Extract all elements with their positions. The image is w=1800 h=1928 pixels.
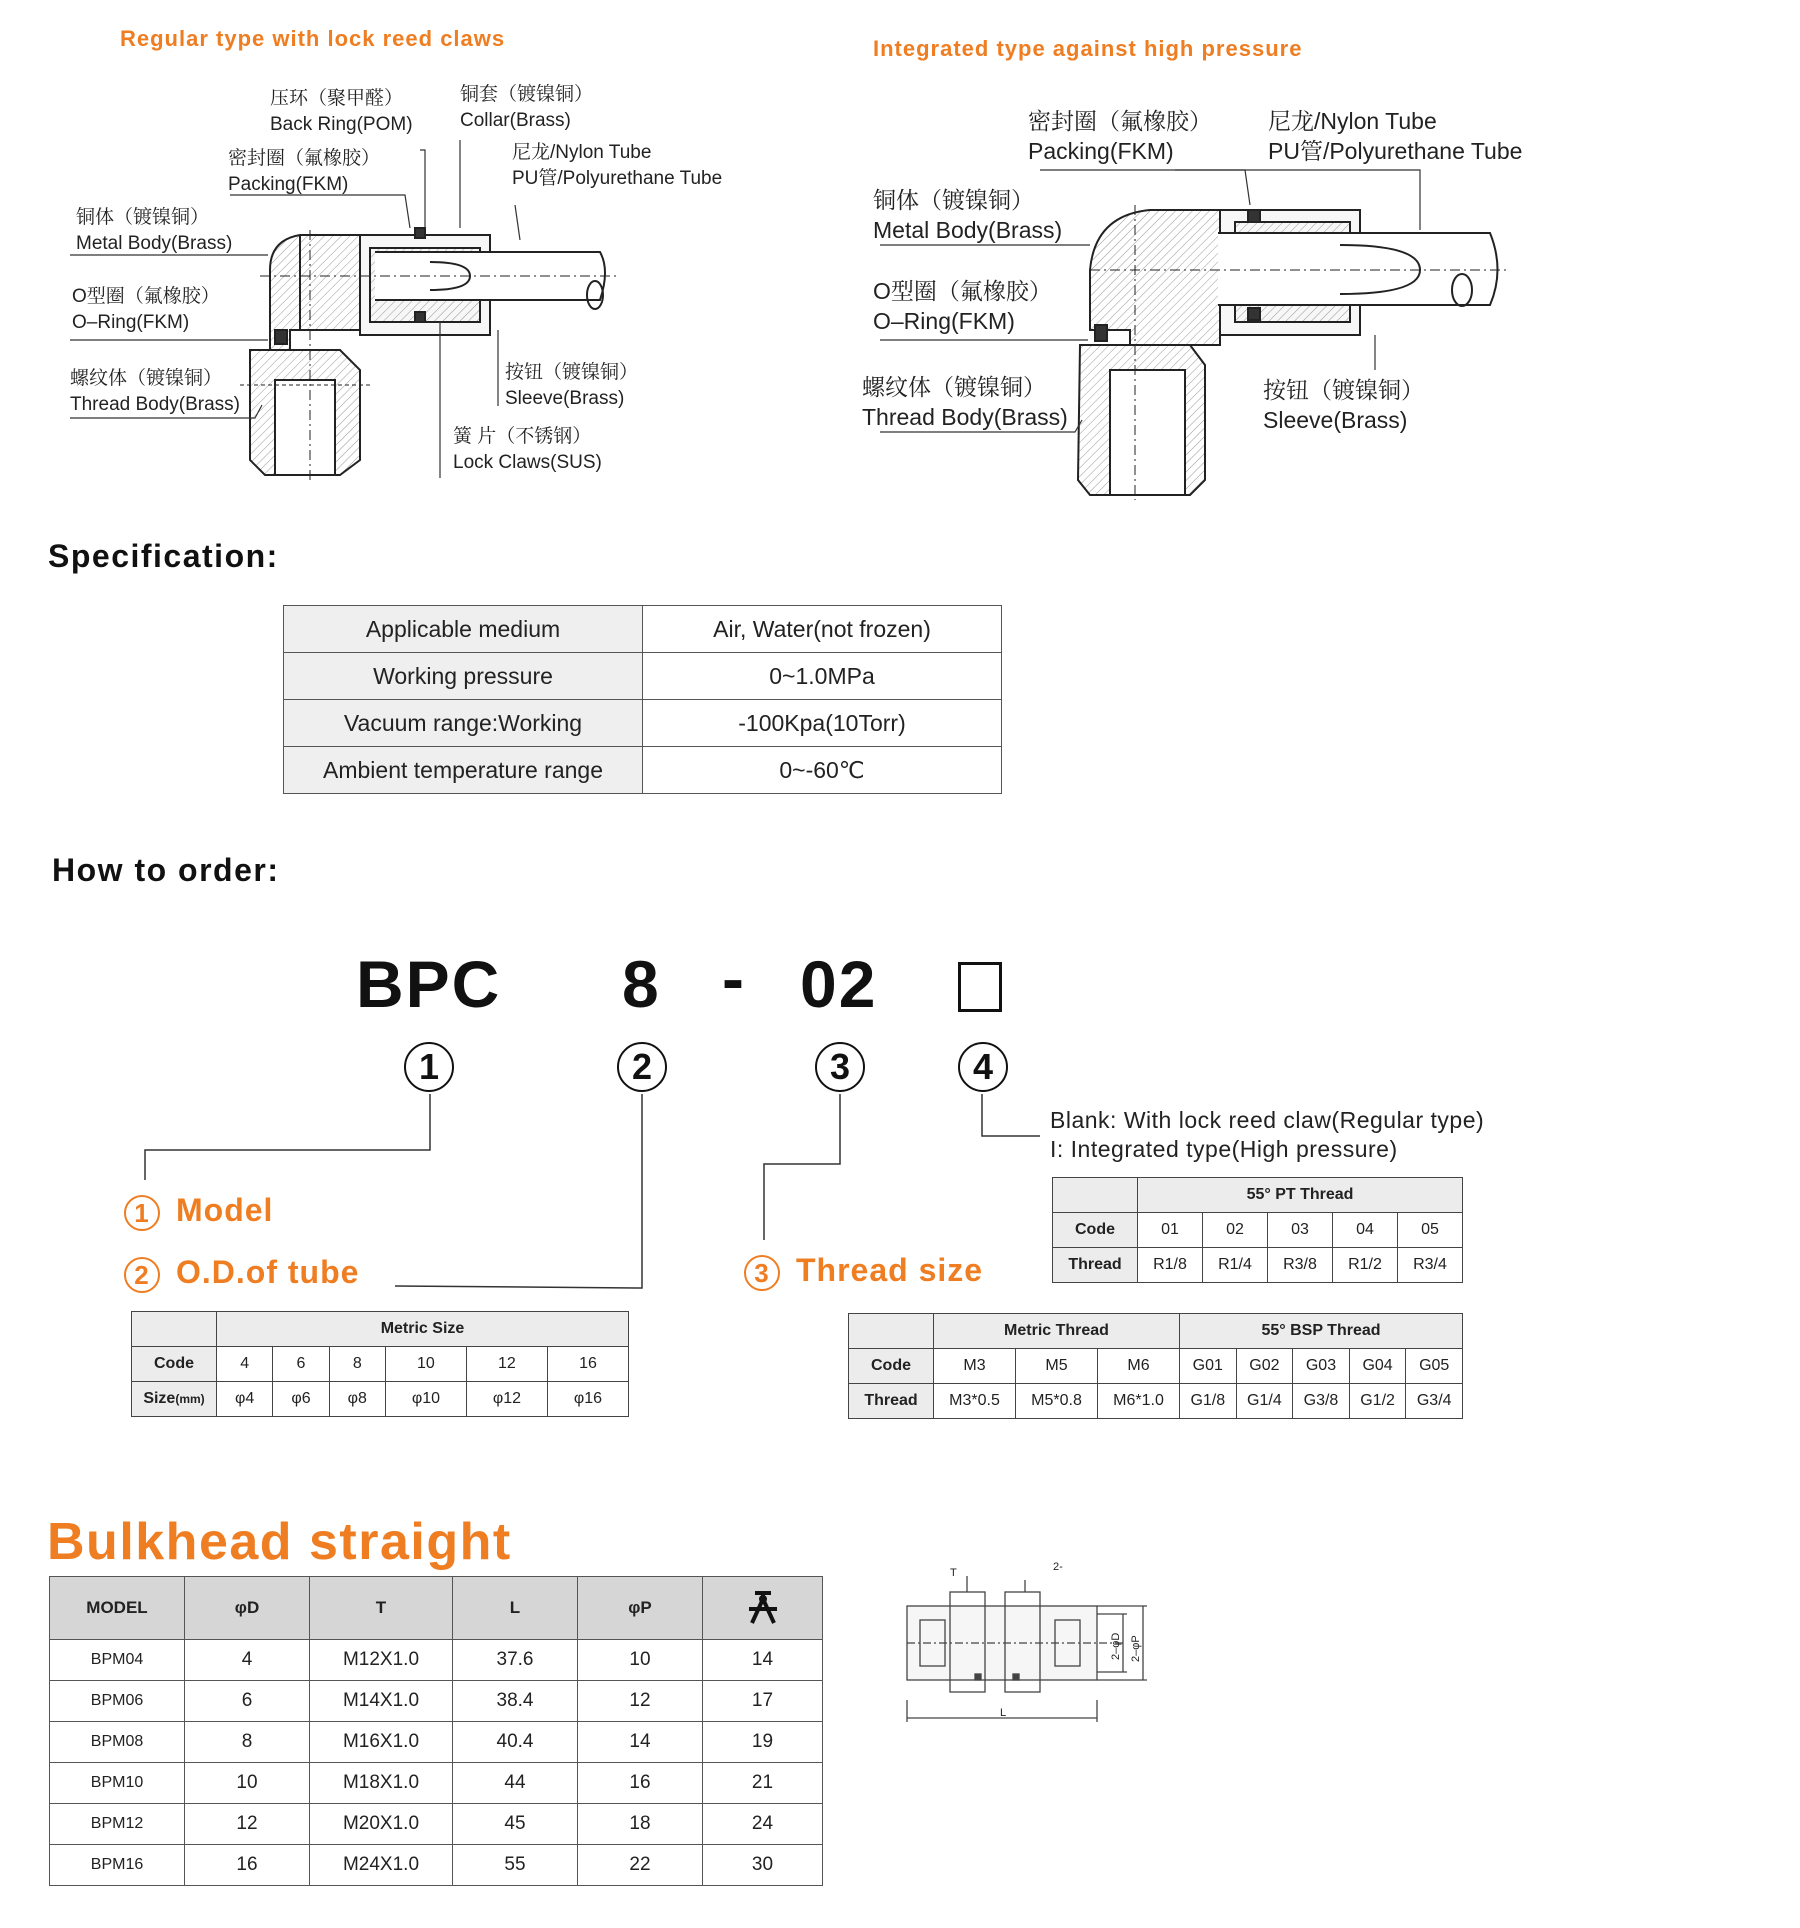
label-packing-cn: 密封圈（氟橡胶）: [228, 148, 381, 169]
bulkhead-cell: M14X1.0: [310, 1681, 453, 1722]
label-claws-cn: 簧 片（不锈钢）: [453, 426, 592, 447]
bulkhead-row: [50, 1722, 823, 1763]
label-int-sleeve-en: Sleeve(Brass): [1263, 407, 1408, 433]
pt-thread-cell: R1/8: [1138, 1248, 1203, 1283]
bulkhead-cell: BPM04: [50, 1640, 185, 1681]
bulkhead-cell: M12X1.0: [310, 1640, 453, 1681]
pt-code-cell: 01: [1138, 1213, 1203, 1248]
specification-title: Specification:: [48, 538, 279, 574]
order-thread-code: 02: [800, 947, 878, 1021]
bulkhead-cell: 37.6: [453, 1640, 578, 1681]
order-model-code: BPC: [356, 947, 502, 1021]
option-note-integrated: I: Integrated type(High pressure): [1050, 1136, 1398, 1162]
thread-thread-cell: G3/8: [1293, 1384, 1350, 1419]
thread-thread-cell: M5*0.8: [1016, 1384, 1098, 1419]
bulkhead-cell: 17: [703, 1681, 823, 1722]
thread-row-label: Thread: [849, 1384, 934, 1419]
bulkhead-cell: 12: [185, 1804, 310, 1845]
label-pu-tube: PU管/Polyurethane Tube: [512, 168, 723, 189]
bulkhead-cell: 18: [578, 1804, 703, 1845]
bulkhead-cell: 8: [185, 1722, 310, 1763]
thread-size-table: [848, 1313, 1463, 1419]
pt-code-cell: 05: [1398, 1213, 1463, 1248]
label-thread-body-en: Thread Body(Brass): [70, 394, 241, 415]
pt-thread-cell: R1/2: [1333, 1248, 1398, 1283]
pt-thread-row: [1053, 1248, 1463, 1283]
pt-thread-cell: R1/4: [1203, 1248, 1268, 1283]
thread-code-row: [849, 1349, 1463, 1384]
label-collar-en: Collar(Brass): [460, 110, 571, 131]
label-int-thread-body-en: Thread Body(Brass): [862, 404, 1068, 430]
metric-code-row: [132, 1347, 629, 1382]
bulkhead-cell: 14: [703, 1640, 823, 1681]
thread-thread-cell: G1/4: [1236, 1384, 1293, 1419]
bulkhead-col-t: T: [310, 1577, 453, 1640]
pt-code-cell: 04: [1333, 1213, 1398, 1248]
bulkhead-cell: BPM08: [50, 1722, 185, 1763]
bulkhead-cell: BPM10: [50, 1763, 185, 1804]
thread-code-cell: M3: [934, 1349, 1016, 1384]
bulkhead-cell: M20X1.0: [310, 1804, 453, 1845]
bulkhead-col-p: φP: [578, 1577, 703, 1640]
metric-size-header: Metric Size: [217, 1312, 629, 1347]
metric-code-cell: 16: [547, 1347, 628, 1382]
bulkhead-row: [50, 1845, 823, 1886]
bulkhead-row: [50, 1804, 823, 1845]
label-metal-body-cn: 铜体（镀镍铜）: [76, 207, 210, 228]
thread-code-cell: G05: [1406, 1349, 1463, 1384]
thread-code-cell: G02: [1236, 1349, 1293, 1384]
bulkhead-cell: 10: [185, 1763, 310, 1804]
thread-thread-cell: M6*1.0: [1098, 1384, 1180, 1419]
bulkhead-drawing-l: L: [1000, 1707, 1007, 1719]
metric-size-cell: φ12: [466, 1382, 547, 1417]
metric-thread-header: Metric Thread: [934, 1314, 1180, 1349]
bulkhead-cell: 6: [185, 1681, 310, 1722]
bulkhead-row: [50, 1640, 823, 1681]
wrench-size-icon: [743, 1587, 783, 1629]
bulkhead-row: [50, 1681, 823, 1722]
label-collar-cn: 铜套（镀镍铜）: [460, 84, 594, 105]
label-packing-en: Packing(FKM): [228, 174, 349, 195]
bulkhead-cell: M18X1.0: [310, 1763, 453, 1804]
thread-code-cell: G03: [1293, 1349, 1350, 1384]
spec-key: Ambient temperature range: [284, 747, 643, 794]
bulkhead-cell: 21: [703, 1763, 823, 1804]
bulkhead-cell: 45: [453, 1804, 578, 1845]
label-metal-body-en: Metal Body(Brass): [76, 233, 233, 254]
legend-number-1: 1: [124, 1195, 160, 1231]
metric-size-label: Size: [143, 1390, 176, 1407]
bulkhead-col-d: φD: [185, 1577, 310, 1640]
metric-size-cell: φ8: [329, 1382, 385, 1417]
label-int-pu-tube: PU管/Polyurethane Tube: [1268, 138, 1523, 164]
thread-code-cell: G04: [1349, 1349, 1406, 1384]
bulkhead-cell: 22: [578, 1845, 703, 1886]
legend-model-label: Model: [176, 1192, 274, 1228]
label-int-metal-body-en: Metal Body(Brass): [873, 217, 1063, 243]
thread-code-cell: G01: [1180, 1349, 1237, 1384]
metric-code-cell: 8: [329, 1347, 385, 1382]
spec-value: 0~1.0MPa: [643, 653, 1002, 700]
label-int-oring-en: O–Ring(FKM): [873, 308, 1015, 334]
order-number-2: 2: [617, 1042, 667, 1092]
option-notes: [1050, 1106, 1484, 1164]
legend-model: [124, 1192, 273, 1231]
pt-thread-table: [1052, 1177, 1463, 1283]
order-dash: -: [722, 941, 746, 1015]
legend-thread-label: Thread size: [796, 1252, 984, 1288]
metric-code-cell: 4: [217, 1347, 273, 1382]
bsp-thread-header: 55° BSP Thread: [1180, 1314, 1463, 1349]
bulkhead-cell: 16: [578, 1763, 703, 1804]
metric-size-cell: φ10: [385, 1382, 466, 1417]
label-int-metal-body-cn: 铜体（镀镍铜）: [873, 187, 1034, 213]
metric-size-table: [131, 1311, 629, 1417]
thread-corner: [849, 1314, 934, 1349]
label-int-nylon-tube: 尼龙/Nylon Tube: [1268, 108, 1437, 134]
bulkhead-cell: 4: [185, 1640, 310, 1681]
pt-code-cell: 02: [1203, 1213, 1268, 1248]
pt-code-cell: 03: [1268, 1213, 1333, 1248]
order-number-3: 3: [815, 1042, 865, 1092]
label-nylon-tube: 尼龙/Nylon Tube: [512, 142, 652, 163]
bulkhead-col-model: MODEL: [50, 1577, 185, 1640]
spec-value: Air, Water(not frozen): [643, 606, 1002, 653]
bulkhead-cell: BPM12: [50, 1804, 185, 1845]
pt-corner: [1053, 1178, 1138, 1213]
bulkhead-cell: 30: [703, 1845, 823, 1886]
integrated-type-title: Integrated type against high pressure: [873, 36, 1303, 61]
metric-code-cell: 10: [385, 1347, 466, 1382]
bulkhead-drawing-p: 2–φP: [1130, 1635, 1142, 1662]
bulkhead-col-wrench: [703, 1577, 823, 1640]
thread-code-cell: M5: [1016, 1349, 1098, 1384]
metric-size-cell: φ16: [547, 1382, 628, 1417]
bulkhead-drawing: [895, 1550, 1175, 1740]
metric-row-label: Code: [132, 1347, 217, 1382]
bulkhead-cell: 44: [453, 1763, 578, 1804]
bulkhead-cell: 14: [578, 1722, 703, 1763]
bulkhead-cell: 10: [578, 1640, 703, 1681]
metric-size-row: [132, 1382, 629, 1417]
bulkhead-cell: M24X1.0: [310, 1845, 453, 1886]
spec-value: 0~-60℃: [643, 747, 1002, 794]
spec-value: -100Kpa(10Torr): [643, 700, 1002, 747]
bulkhead-cell: 38.4: [453, 1681, 578, 1722]
metric-size-cell: φ6: [273, 1382, 329, 1417]
label-thread-body-cn: 螺纹体（镀镍铜）: [70, 368, 223, 389]
bulkhead-cell: M16X1.0: [310, 1722, 453, 1763]
bulkhead-drawing-d: 2–φD: [1110, 1632, 1122, 1660]
label-sleeve-en: Sleeve(Brass): [505, 388, 625, 409]
metric-row-label: [132, 1382, 217, 1417]
bulkhead-cell: 12: [578, 1681, 703, 1722]
option-note-blank: Blank: With lock reed claw(Regular type): [1050, 1107, 1485, 1133]
label-oring-en: O–Ring(FKM): [72, 312, 190, 333]
pt-thread-cell: R3/8: [1268, 1248, 1333, 1283]
order-number-4: 4: [958, 1042, 1008, 1092]
legend-tube-label: O.D.of tube: [176, 1254, 360, 1290]
label-int-packing-en: Packing(FKM): [1028, 138, 1174, 164]
bulkhead-cell: BPM06: [50, 1681, 185, 1722]
thread-row-label: Code: [849, 1349, 934, 1384]
legend-tube: [124, 1254, 359, 1293]
spec-key: Vacuum range:Working: [284, 700, 643, 747]
order-title: How to order:: [52, 852, 280, 888]
bulkhead-drawing-t: T: [950, 1567, 957, 1579]
label-int-oring-cn: O型圈（氟橡胶）: [873, 278, 1052, 304]
thread-thread-cell: G1/2: [1349, 1384, 1406, 1419]
label-oring-cn: O型圈（氟橡胶）: [72, 286, 220, 307]
label-int-sleeve-cn: 按钮（镀镍铜）: [1263, 377, 1424, 403]
metric-size-unit: (mm): [175, 1392, 205, 1406]
thread-thread-cell: G3/4: [1406, 1384, 1463, 1419]
metric-code-cell: 12: [466, 1347, 547, 1382]
bulkhead-cell: 55: [453, 1845, 578, 1886]
label-back-ring-en: Back Ring(POM): [270, 114, 413, 135]
metric-code-cell: 6: [273, 1347, 329, 1382]
bulkhead-drawing-wrench: 2-: [1053, 1561, 1063, 1573]
bulkhead-cell: 19: [703, 1722, 823, 1763]
order-number-1: 1: [404, 1042, 454, 1092]
thread-code-cell: M6: [1098, 1349, 1180, 1384]
label-int-thread-body-cn: 螺纹体（镀镍铜）: [862, 374, 1046, 400]
regular-type-title: Regular type with lock reed claws: [120, 26, 506, 51]
thread-thread-cell: M3*0.5: [934, 1384, 1016, 1419]
pt-thread-cell: R3/4: [1398, 1248, 1463, 1283]
label-back-ring-cn: 压环（聚甲醛）: [270, 88, 404, 109]
bulkhead-cell: BPM16: [50, 1845, 185, 1886]
pt-row-label: Thread: [1053, 1248, 1138, 1283]
bulkhead-row: [50, 1763, 823, 1804]
label-sleeve-cn: 按钮（镀镍铜）: [505, 362, 639, 383]
legend-thread: [744, 1252, 983, 1291]
pt-code-row: [1053, 1213, 1463, 1248]
bulkhead-cell: 16: [185, 1845, 310, 1886]
spec-key: Applicable medium: [284, 606, 643, 653]
bulkhead-title: Bulkhead straight: [47, 1513, 512, 1571]
label-int-packing-cn: 密封圈（氟橡胶）: [1028, 108, 1212, 134]
spec-key: Working pressure: [284, 653, 643, 700]
thread-thread-cell: G1/8: [1180, 1384, 1237, 1419]
pt-row-label: Code: [1053, 1213, 1138, 1248]
pt-header: 55° PT Thread: [1138, 1178, 1463, 1213]
bulkhead-col-l: L: [453, 1577, 578, 1640]
legend-number-3: 3: [744, 1255, 780, 1291]
metric-size-cell: φ4: [217, 1382, 273, 1417]
bulkhead-header-row: [50, 1577, 823, 1640]
bulkhead-table: [49, 1576, 823, 1886]
metric-size-corner: [132, 1312, 217, 1347]
thread-thread-row: [849, 1384, 1463, 1419]
legend-number-2: 2: [124, 1257, 160, 1293]
bulkhead-cell: 40.4: [453, 1722, 578, 1763]
bulkhead-cell: 24: [703, 1804, 823, 1845]
order-tube-code: 8: [622, 947, 661, 1021]
label-claws-en: Lock Claws(SUS): [453, 452, 602, 473]
